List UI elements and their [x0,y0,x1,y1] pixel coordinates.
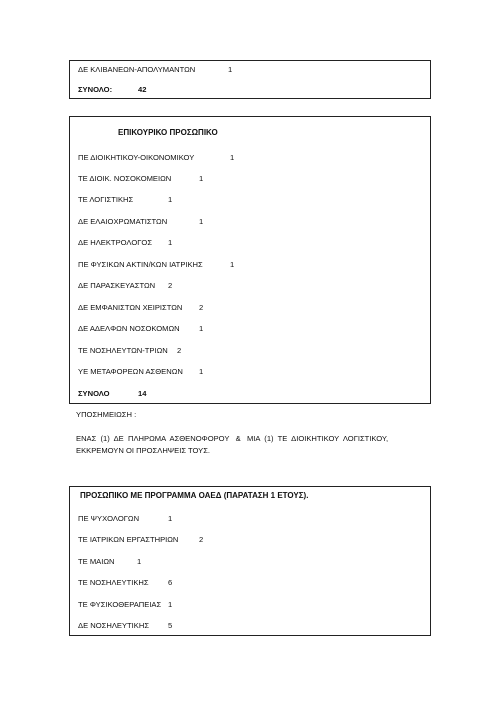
auxiliary-staff-table [69,116,431,404]
total-label: ΣΥΝΟΛΟ: [78,85,113,94]
staff-row-value: 1 [230,260,235,269]
staff-row-value: 1 [168,600,173,609]
note-line: ΕΝΑΣ (1) ΔΕ ΠΛΗΡΩΜΑ ΑΣΘΕΝΟΦΟΡΟΥ & ΜΙΑ (1) ΤΕ ΔΙΟΙΚΗΤΙΚΟΥ ΛΟΓΙΣΤΙΚΟΥ, [76,434,389,443]
staff-row-value: 1 [168,238,173,247]
staff-row-value: 1 [199,217,204,226]
staff-row-label: ΤΕ ΙΑΤΡΙΚΩΝ ΕΡΓΑΣΤΗΡΙΩΝ [78,535,179,544]
total-value: 14 [138,389,147,398]
staff-row-label: ΠΕ ΔΙΟΙΚΗΤΙΚΟΥ-ΟΙΚΟΝΟΜΙΚΟΥ [78,153,195,162]
total-value: 42 [138,85,147,94]
oaed-staff-table [69,486,431,636]
staff-row-value: 6 [168,578,173,587]
staff-row-label: ΠΕ ΨΥΧΟΛΟΓΩΝ [78,514,140,523]
staff-row-value: 2 [199,535,204,544]
staff-row-label: ΤΕ ΜΑΙΩΝ [78,557,115,566]
staff-row-label: ΔΕ ΕΛΑΙΟΧΡΩΜΑΤΙΣΤΩΝ [78,217,168,226]
staff-row-label: ΠΕ ΦΥΣΙΚΩΝ ΑΚΤΙΝ/ΚΩΝ ΙΑΤΡΙΚΗΣ [78,260,203,269]
staff-row-value: 2 [199,303,204,312]
staff-row-label: ΤΕ ΦΥΣΙΚΟΘΕΡΑΠΕΙΑΣ [78,600,162,609]
staff-row-value: 1 [137,557,142,566]
staff-table-continued [69,60,431,99]
section-title: ΕΠΙΚΟΥΡΙΚΟ ΠΡΟΣΩΠΙΚΟ [118,128,218,137]
staff-row-value: 1 [230,153,235,162]
staff-row-label: ΔΕ ΕΜΦΑΝΙΣΤΩΝ ΧΕΙΡΙΣΤΩΝ [78,303,183,312]
staff-row-value: 2 [177,346,182,355]
staff-row-value: 1 [168,195,173,204]
staff-row-value: 5 [168,621,173,630]
staff-row-label: ΤΕ ΝΟΣΗΛΕΥΤΩΝ-ΤΡΙΩΝ [78,346,168,355]
staff-row-label: ΔΕ ΠΑΡΑΣΚΕΥΑΣΤΩΝ [78,281,156,290]
staff-row-label: ΤΕ ΝΟΣΗΛΕΥΤΙΚΗΣ [78,578,149,587]
staff-row-value: 1 [228,65,233,74]
staff-row-label: ΥΕ ΜΕΤΑΦΟΡΕΩΝ ΑΣΘΕΝΩΝ [78,367,183,376]
staff-row-value: 1 [199,174,204,183]
note-heading: ΥΠΟΣΗΜΕΙΩΣΗ : [76,410,137,419]
staff-row-label: ΔΕ ΚΛΙΒΑΝΕΩΝ-ΑΠΟΛΥΜΑΝΤΩΝ [78,65,196,74]
total-label: ΣΥΝΟΛΟ [78,389,110,398]
staff-row-label: ΔΕ ΗΛΕΚΤΡΟΛΟΓΟΣ [78,238,153,247]
staff-row-value: 1 [199,324,204,333]
staff-row-label: ΔΕ ΑΔΕΛΦΩΝ ΝΟΣΟΚΟΜΩΝ [78,324,180,333]
staff-row-value: 2 [168,281,173,290]
staff-row-label: ΤΕ ΔΙΟΙΚ. ΝΟΣΟΚΟΜΕΙΩΝ [78,174,172,183]
staff-row-value: 1 [199,367,204,376]
note-line: ΕΚΚΡΕΜΟΥΝ ΟΙ ΠΡΟΣΛΗΨΕΙΣ ΤΟΥΣ. [76,446,211,455]
section-title: ΠΡΟΣΩΠΙΚΟ ΜΕ ΠΡΟΓΡΑΜΜΑ ΟΑΕΔ (ΠΑΡΑΤΑΣΗ 1 ΕΤΟΥΣ). [80,491,309,500]
staff-row-value: 1 [168,514,173,523]
staff-row-label: ΔΕ ΝΟΣΗΛΕΥΤΙΚΗΣ [78,621,150,630]
staff-row-label: ΤΕ ΛΟΓΙΣΤΙΚΗΣ [78,195,134,204]
